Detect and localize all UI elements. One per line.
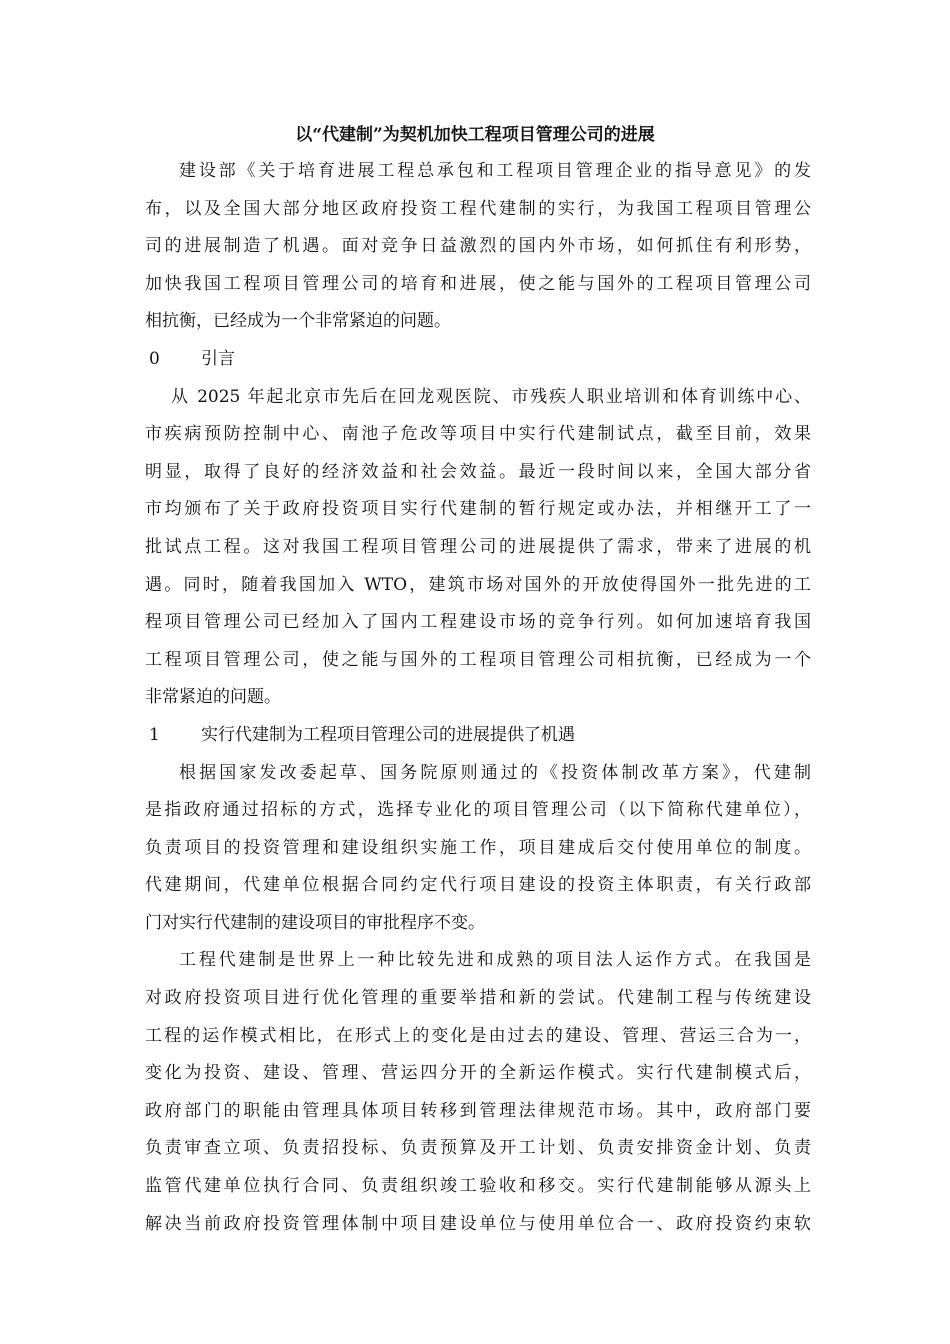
text-line: 负责审查立项、负责招投标、负责预算及开工计划、负责安排资金计划、负责 (145, 1138, 811, 1159)
paragraph-intro (145, 153, 811, 341)
section-heading-1 (145, 717, 811, 755)
text-line: 负责项目的投资管理和建设组织实施工作，项目建成后交付使用单位的制度。 (145, 837, 811, 858)
paragraph-operation (145, 942, 811, 1243)
text-line: 司的进展制造了机遇。面对竞争日益激烈的国内外市场，如何抓住有利形势， (145, 236, 811, 257)
text-line: 程项目管理公司已经加入了国内工程建设市场的竞争行列。如何加速培育我国 (145, 612, 811, 633)
text-line: 相抗衡，已经成为一个非常紧迫的问题。 (145, 311, 451, 332)
text-line: 遇。同时，随着我国加入 WTO，建筑市场对国外的开放使得国外一批先进的工 (145, 574, 811, 595)
section-heading-0 (145, 341, 811, 379)
text-line: 解决当前政府投资管理体制中项目建设单位与使用单位合一、政府投资约束软 (145, 1213, 811, 1234)
section-number: 1 (149, 724, 160, 745)
text-line: 加快我国工程项目管理公司的培育和进展，使之能与国外的工程项目管理公司 (145, 273, 811, 294)
text-line: 政府部门的职能由管理具体项目转移到管理法律规范市场。其中，政府部门要 (145, 1100, 811, 1121)
text-line: 工程代建制是世界上一种比较先进和成熟的项目法人运作方式。在我国是 (179, 950, 811, 971)
text-line: 对政府投资项目进行优化管理的重要举措和新的尝试。代建制工程与传统建设 (145, 988, 811, 1009)
text-line: 代建期间，代建单位根据合同约定代行项目建设的投资主体职责，有关行政部 (145, 875, 811, 896)
text-line: 市疾病预防控制中心、南池子危改等项目中实行代建制试点，截至目前，效果 (145, 424, 811, 445)
paragraph-definition (145, 755, 811, 943)
text-line: 门对实行代建制的建设项目的审批程序不变。 (145, 912, 485, 933)
text-line: 明显，取得了良好的经济效益和社会效益。最近一段时间以来，全国大部分省 (145, 461, 811, 482)
text-line: 变化为投资、建设、管理、营运四分开的全新运作模式。实行代建制模式后， (145, 1063, 811, 1084)
section-title: 实行代建制为工程项目管理公司的进展提供了机遇 (201, 724, 575, 745)
text-line: 非常紧迫的问题。 (145, 687, 281, 708)
text-line: 监管代建单位执行合同、负责组织竣工验收和移交。实行代建制能够从源头上 (145, 1176, 811, 1197)
document-body (145, 153, 811, 1243)
text-line: 工程的运作模式相比，在形式上的变化是由过去的建设、管理、营运三合为一， (145, 1025, 811, 1046)
section-number: 0 (149, 348, 160, 369)
paragraph-introduction (145, 379, 811, 717)
document-title: 以“代建制”为契机加快工程项目管理公司的进展 (295, 125, 655, 145)
text-line: 建设部《关于培育进展工程总承包和工程项目管理企业的指导意见》的发 (179, 161, 811, 181)
text-line: 批试点工程。这对我国工程项目管理公司的进展提供了需求，带来了进展的机 (145, 536, 811, 557)
section-title: 引言 (201, 348, 235, 369)
text-line: 工程项目管理公司，使之能与国外的工程项目管理公司相抗衡，已经成为一个 (145, 649, 811, 670)
text-line: 布，以及全国大部分地区政府投资工程代建制的实行，为我国工程项目管理公 (145, 198, 811, 219)
text-line: 从 2025 年起北京市先后在回龙观医院、市残疾人职业培训和体育训练中心、 (171, 386, 811, 407)
text-line: 是指政府通过招标的方式，选择专业化的项目管理公司（以下简称代建单位）， (145, 800, 811, 821)
text-line: 根据国家发改委起草、国务院原则通过的《投资体制改革方案》，代建制 (179, 762, 811, 783)
text-line: 市均颁布了关于政府投资项目实行代建制的暂行规定或办法，并相继开工了一 (145, 499, 811, 520)
